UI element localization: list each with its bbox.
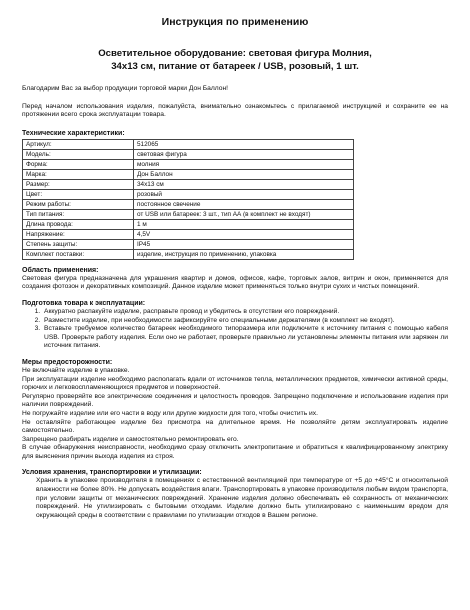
storage-text: Хранить в упаковке производителя в помещениях с естественной вентиляцией при температуре от +5 до +45°С и относительной влажности не более 80%. Не допускать воздействия влаги. Транспортировать в упаковке производителя любым видом транспорта, при условии защиты от механических повреждений. Хранение изделия должно обеспечивать её сохранность от механических повреждений. Не утилизировать с бытовыми отходами. Изделие должно быть утилизировано с наименьшим вредом для окружающей среды в соответствии с правилами по утилизации отходов в Вашем регионе. [36,477,448,519]
safety-line: При эксплуатации изделие необходимо располагать вдали от источников тепла, металлических предметов, химически активной среды, горючих и легковоспламеняющихся предметов и поверхностей. [22,375,448,392]
safety-line: В случае обнаружения неисправности, необходимо сразу отключить электропитание и обратиться к квалифицированному электрику для выяснения причин выхода изделия из строя. [22,444,448,460]
safety-line: Не погружайте изделие или его части в воду или другие жидкости для того, чтобы очистить их. [22,409,318,417]
specs-row [23,169,354,179]
specs-row [23,219,354,229]
specs-value: 4,5V [134,229,354,239]
specs-key: Степень защиты: [23,239,134,249]
specs-row [23,159,354,169]
prep-step: 1. Аккуратно распакуйте изделие, расправьте провод и убедитесь в отсутствии его повреждений. [42,308,448,317]
safety-line: Запрещено разбирать изделие и самостоятельно ремонтировать его. [22,435,239,443]
product-name-line-1: Осветительное оборудование: световая фигура Молния, [98,48,372,59]
safety-line: Не оставляйте работающее изделие без присмотра на длительное время. Не позволяйте детям эксплуатировать изделие самостоятельно. [22,418,448,435]
specs-row [23,229,354,239]
specs-key: Длина провода: [23,219,134,229]
specs-key: Артикул: [23,139,134,149]
specs-row [23,249,354,259]
specs-row [23,209,354,219]
specs-table [22,139,354,260]
specs-row [23,239,354,249]
thanks-text: Благодарим Вас за выбор продукции торговой марки Дон Баллон! [22,85,229,92]
specs-row [23,199,354,209]
area-text: Световая фигура предназначена для украшения квартир и домов, офисов, кафе, торговых залов, витрин и окон, применяется для создания фотозон и декоративных композиций. Данное изделие может применяться только внутри сухих и чистых помещений. [22,274,448,291]
specs-row [23,189,354,199]
specs-row [23,149,354,159]
specs-value: от USB или батареек: 3 шт., тип АА (в комплект не входят) [134,209,354,219]
specs-value: постоянное свечение [134,199,354,209]
specs-key: Форма: [23,159,134,169]
area-heading: Область применения: [22,266,99,274]
specs-value: молния [134,159,354,169]
specs-value: IP45 [134,239,354,249]
specs-value: световая фигура [134,149,354,159]
specs-key: Режим работы: [23,199,134,209]
specs-value: розовый [134,189,354,199]
safety-line: Регулярно проверяйте все электрические соединения и целостность проводов. Запрещено подключение и использование изделия при наличии повреждений. [22,392,448,409]
intro-text: Перед началом использования изделия, пожалуйста, внимательно ознакомьтесь с прилагаемой инструкцией и сохраните ее на протяжении всего срока эксплуатации товара. [22,102,448,119]
specs-value: 1 м [134,219,354,229]
specs-key: Марка: [23,169,134,179]
prep-list [22,308,448,351]
safety-heading: Меры предосторожности: [22,358,113,366]
specs-key: Размер: [23,179,134,189]
specs-value: изделие, инструкция по применению, упаковка [134,249,354,259]
specs-heading: Технические характеристики: [22,129,125,137]
specs-value: 512065 [134,139,354,149]
specs-row [23,179,354,189]
product-name [22,48,448,73]
specs-key: Напряжение: [23,229,134,239]
specs-value: 34х13 см [134,179,354,189]
specs-row [23,139,354,149]
specs-key: Цвет: [23,189,134,199]
prep-step: 3. Вставьте требуемое количество батареек необходимого типоразмера или подключите к источнику питания с помощью кабеля USB. Проверьте работу изделия. Если оно не работает, проверьте правильно ли установлены элементы питания или заряжен ли источник питания. [42,325,448,351]
product-name-line-2: 34х13 см, питание от батареек / USB, розовый, 1 шт. [111,60,359,72]
safety-line: Не включайте изделие в упаковке. [22,366,130,374]
specs-value: Дон Баллон [134,169,354,179]
specs-key: Тип питания: [23,209,134,219]
specs-key: Модель: [23,149,134,159]
storage-heading: Условия хранения, транспортировки и утилизации: [22,469,202,477]
prep-heading: Подготовка товара к эксплуатации: [22,299,146,307]
prep-step: 2. Разместите изделие, при необходимости зафиксируйте его специальными держателями (в комплект не входят). [42,317,448,326]
specs-key: Комплект поставки: [23,249,134,259]
document-title: Инструкция по применению [161,16,309,28]
